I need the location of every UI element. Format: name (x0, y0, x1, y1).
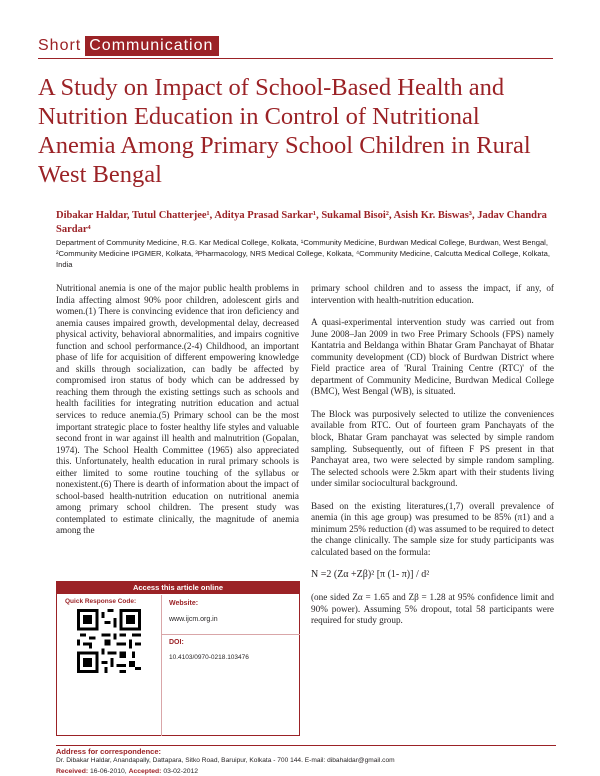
header-rule (38, 58, 553, 59)
access-online-box (56, 581, 300, 736)
paragraph: Nutritional anemia is one of the major public health problems in India affecting almost 90% poor children, adolescent girls and women.(1) There is convincing evidence that iron deficiency and anemia causes impaired growth, developmental delay, decreased physical activity, behavioral abnormalities, and impairs cognitive function and school performance.(2-4) Childhood, an important phase of life for acquisition of different empowering knowledge and skills through socialization, can badly be affected by compromised iron status of body which can be addressed by reaching them through the existing settings such as schools and health facilities for integrating nutrition education and actual services to reduce anemia.(5) Primary school can be the most important strategic place to foster healthy life styles and valuable second front in war against ill health and malnutrition (Gopalan, 1974). The School Health Committee (1965) also appreciated this. Unfortunately, health education in rural primary schools is either limited to some routine touching of the syllabus or nonexistent.(6) There is dearth of information about the impact of school-based health-nutrition education on nutritional anemia among primary school children. The present study was contemplated to estimate clinically, the magnitude of anemia among the (56, 283, 299, 536)
doi-link[interactable]: 10.4103/0970-0218.103476 (169, 654, 249, 661)
qr-code-icon[interactable] (77, 609, 141, 673)
footer-rule (56, 745, 556, 746)
author-list: Dibakar Haldar, Tutul Chatterjee¹, Aditya Prasad Sarkar¹, Sukamal Bisoi², Asish Kr. Biswas³, Jadav Chandra Sardar⁴ (56, 210, 547, 235)
correspondence-address: Dr. Dibakar Haldar, Anandapally, Dattapara, Sitko Road, Baruipur, Kolkata - 700 144. E-mail: dibahaldar@gmail.com (56, 757, 395, 764)
website-label: Website: (169, 600, 199, 607)
accepted-label: Accepted: (128, 768, 162, 775)
tag-short: Short (38, 37, 82, 54)
article-title: A Study on Impact of School-Based Health and Nutrition Education in Control of Nutritional Anemia Among Primary School Children in Rural West Bengal (38, 74, 531, 188)
received-label: Received: (56, 768, 89, 775)
paragraph: primary school children and to assess the impact, if any, of intervention with health-nutrition education. (311, 283, 554, 305)
tag-communication: Communication (85, 36, 219, 56)
received-accepted-dates (56, 768, 198, 775)
paragraph: (one sided Zα = 1.65 and Zβ = 1.28 at 95% confidence limit and 90% power). Assuming 5% dropout, total 58 participants were required for study group. (311, 592, 554, 626)
qr-code-label: Quick Response Code: (65, 598, 137, 605)
box-divider-vertical (161, 595, 162, 736)
doi-label: DOI: (169, 639, 184, 646)
article-type-tag (38, 36, 219, 56)
box-divider-horizontal (161, 634, 300, 635)
paragraph: A quasi-experimental intervention study was carried out from June 2008–Jan 2009 in two Free Primary Schools (FPS) namely Kantatria and Beldanga within Bhatar Gram Panchayat of Bhatar community development (CD) block of Burdwan District where Field practice area of 'Rural Training Centre (RTC)' of the department of Community Medicine, Burdwan Medical College (BMC), West Bengal (WB), is situated. (311, 317, 554, 397)
affiliations: Department of Community Medicine, R.G. Kar Medical College, Kolkata, ¹Community Medicine, Burdwan Medical College, Burdwan, West Bengal, ²Community Medicine IPGMER, Kolkata, ³Pharmacology, NRS Medical College, Kolkata, ⁴Community Medicine, Calcutta Medical College, Kolkata, India (56, 238, 550, 269)
body-column-left (56, 283, 299, 548)
received-date: 16-06-2010, (90, 768, 127, 775)
accepted-date: 03-02-2012 (163, 768, 199, 775)
paragraph: Based on the existing literatures,(1,7) overall prevalence of anemia (in this age group) was presumed to be 85% (π1) and a minimum 25% reduction (d) was assumed to be required to detect the change clinically. The sample size for study participants was calculated based on the formula: (311, 500, 554, 557)
sample-size-formula: N =2 (Zα +Zβ)² [π (1- π)] / d² (311, 569, 430, 581)
website-link[interactable]: www.ijcm.org.in (169, 616, 218, 623)
correspondence-label: Address for correspondence: (56, 747, 162, 756)
access-box-heading: Access this article online (57, 582, 299, 594)
paragraph: The Block was purposively selected to utilize the conveniences available from RTC. Out of fourteen gram Panchayats of the block, Bhatar Gram panchayat was selected by simple random sampling. Subsequently, out of fifteen F PS present in that Panchayat area, two were selected by simple random sampling. The selected schools were 2.5km apart with their students living under similar sociocultural background. (311, 408, 554, 489)
body-column-right (311, 283, 554, 638)
